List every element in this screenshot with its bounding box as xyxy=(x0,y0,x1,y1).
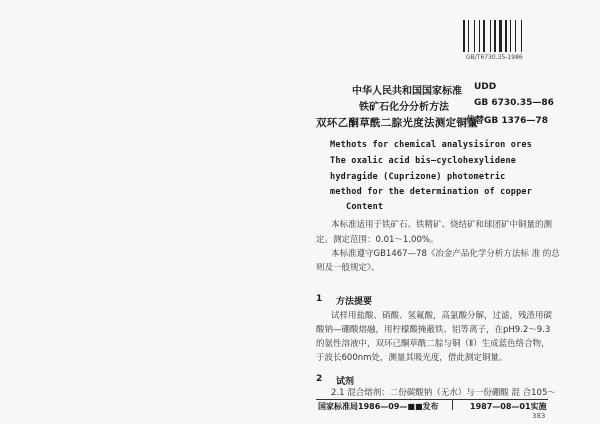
english-title-line: hydragide (Cuprizone) photometric xyxy=(330,172,506,182)
standard-org-label: 中华人民共和国国家标准 xyxy=(352,86,462,97)
replaces-label: 代替GB 1376—78 xyxy=(466,116,548,126)
barcode xyxy=(463,20,525,52)
series-title: 铁矿石化分分析方法 xyxy=(359,102,449,113)
section-line: 于波长600nm处，测量其吸光度，借此测定铜量。 xyxy=(316,353,508,363)
intro-line: 本标准适用于铁矿石、铁精矿、烧结矿和球团矿中铜量的测 xyxy=(331,220,553,230)
section-line: 的氨性溶液中，双环己酮草酰二腙与铜（Ⅱ）生成蓝色络合物， xyxy=(316,339,550,349)
intro-line: 定。测定范围：0.01～1.00%。 xyxy=(316,235,439,245)
method-title: 双环乙酮草酰二腙光度法测定铜量 xyxy=(316,117,478,129)
section-line: 试样用盐酸、硝酸、氢氟酸，高氯酸分解，过滤，残渣用碳 xyxy=(331,311,553,321)
section-number: 1 xyxy=(316,294,323,304)
footer-rule xyxy=(316,399,548,400)
section-title: 方法提要 xyxy=(336,297,373,307)
section-title: 试剂 xyxy=(336,377,355,387)
english-title-line: Methots for chemical analysisiron ores xyxy=(330,140,533,150)
intro-line: 本标准遵守GB1467—78《冶金产品化学分析方法标 准 的总 xyxy=(331,249,560,259)
udd-label: UDD xyxy=(474,82,497,92)
english-title-line: method for the determination of copper xyxy=(330,187,533,197)
gb-number: GB 6730.35—86 xyxy=(474,98,554,108)
english-title-line: The oxalic acid bis—cyclohexylidene xyxy=(330,156,517,166)
page-number: 383 xyxy=(532,412,546,420)
effective-date: 1987—08—01实施 xyxy=(470,402,547,411)
section-number: 2 xyxy=(316,374,323,384)
section-line: 2.1 混合熔剂：二份碳酸钠（无水）与一份硼酸 混 合105～ xyxy=(331,388,556,398)
issuer-line: 国家标准局1986—09—■■发布 xyxy=(318,402,439,411)
footer-divider xyxy=(452,399,453,410)
english-title-line: Content xyxy=(346,202,384,212)
section-line: 酸钠—硼酸熔融，用柠檬酸掩蔽铁、铝等离子，在pH9.2～9.3 xyxy=(316,325,551,335)
barcode-number: GB/T6730.35-1986 xyxy=(466,54,523,61)
intro-line: 则及一般规定》。 xyxy=(316,263,380,273)
